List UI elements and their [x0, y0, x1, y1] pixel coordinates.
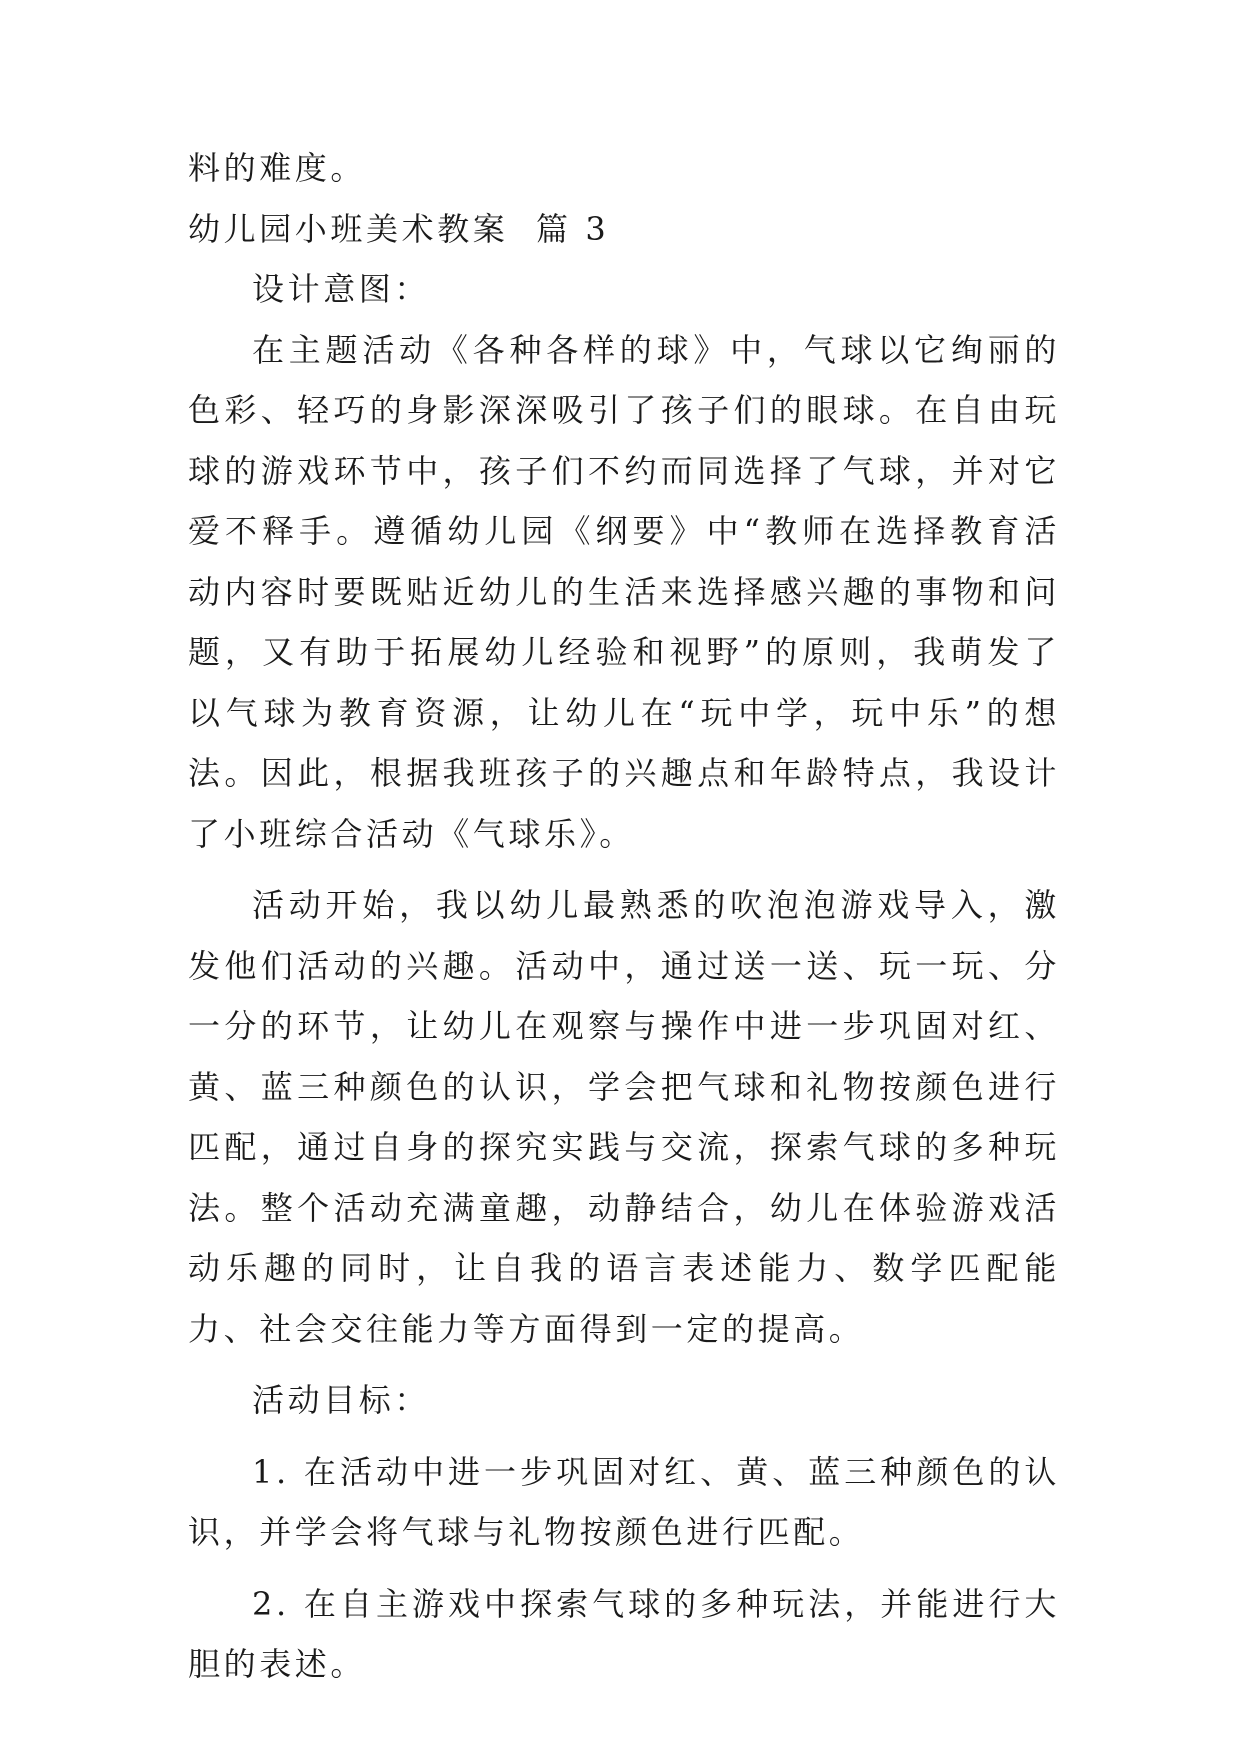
- activity-goal-2: 2. 在自主游戏中探索气球的多种玩法，并能进行大胆的表述。: [188, 1584, 1060, 1683]
- activity-goals-heading: 活动目标：: [252, 1381, 431, 1419]
- section-title: 幼儿园小班美术教案 篇 3: [188, 209, 610, 248]
- document-body: [188, 138, 1060, 1695]
- design-intent-paragraph-2: 活动开始，我以幼儿最熟悉的吹泡泡游戏导入，激发他们活动的兴趣。活动中，通过送一送、玩一玩、分一分的环节，让幼儿在观察与操作中进一步巩固对红、黄、蓝三种颜色的认识，学会把气球和礼物按颜色进行匹配，通过自身的探究实践与交流，探索气球的多种玩法。整个活动充满童趣，动静结合，幼儿在体验游戏活动乐趣的同时，让自我的语言表述能力、数学匹配能力、社会交往能力等方面得到一定的提高。: [188, 886, 1060, 1348]
- activity-goal-1: 1. 在活动中进一步巩固对红、黄、蓝三种颜色的认识，并学会将气球与礼物按颜色进行匹配。: [188, 1452, 1060, 1551]
- design-intent-paragraph-1: 在主题活动《各种各样的球》中，气球以它绚丽的色彩、轻巧的身影深深吸引了孩子们的眼球。在自由玩球的游戏环节中，孩子们不约而同选择了气球，并对它爱不释手。遵循幼儿园《纲要》中“教师在选择教育活动内容时要既贴近幼儿的生活来选择感兴趣的事物和问题，又有助于拓展幼儿经验和视野”的原则，我萌发了以气球为教育资源，让幼儿在“玩中学，玩中乐”的想法。因此，根据我班孩子的兴趣点和年龄特点，我设计了小班综合活动《气球乐》。: [188, 330, 1060, 853]
- design-intent-heading: 设计意图：: [252, 270, 431, 308]
- lead-fragment: 料的难度。: [188, 149, 367, 187]
